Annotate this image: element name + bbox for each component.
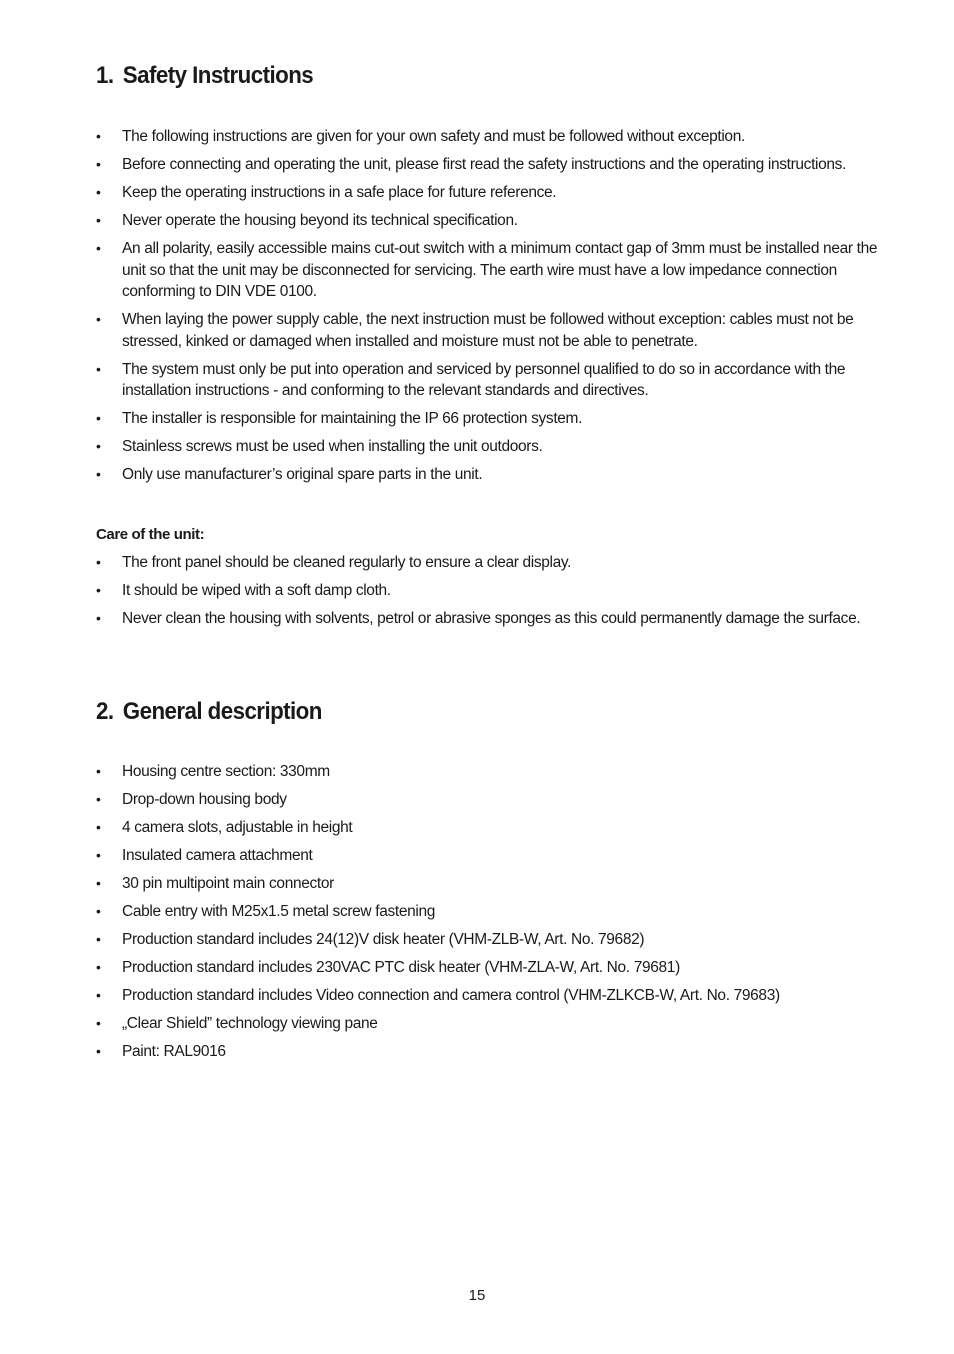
bullet-icon: • bbox=[96, 311, 101, 327]
list-item: • Stainless screws must be used when installing the unit outdoors. bbox=[96, 436, 896, 458]
bullet-icon: • bbox=[96, 931, 101, 947]
list-item: • Production standard includes 230VAC PTC disk heater (VHM-ZLA-W, Art. No. 79681) bbox=[96, 957, 896, 979]
list-item: • Insulated camera attachment bbox=[96, 845, 896, 867]
safety-instructions-list bbox=[96, 126, 896, 492]
list-item: • The installer is responsible for maintaining the IP 66 protection system. bbox=[96, 408, 896, 430]
bullet-icon: • bbox=[96, 410, 101, 426]
list-item: • Paint: RAL9016 bbox=[96, 1041, 896, 1063]
bullet-icon: • bbox=[96, 791, 101, 807]
bullet-icon: • bbox=[96, 438, 101, 454]
bullet-icon: • bbox=[96, 903, 101, 919]
section-2-title: General description bbox=[122, 698, 322, 725]
bullet-icon: • bbox=[96, 959, 101, 975]
list-item: • When laying the power supply cable, the next instruction must be followed without exception: cables must not be stressed, kinked or damaged when installed and moisture must not be able to penetrate. bbox=[96, 311, 854, 350]
section-2-heading bbox=[96, 698, 322, 726]
section-1-title: Safety Instructions bbox=[122, 62, 314, 89]
list-item: • Only use manufacturer’s original spare parts in the unit. bbox=[96, 464, 896, 486]
list-item: • „Clear Shield” technology viewing pane bbox=[96, 1013, 896, 1035]
section-1-heading bbox=[96, 62, 313, 90]
bullet-icon: • bbox=[96, 184, 101, 200]
bullet-icon: • bbox=[96, 128, 101, 144]
list-item: • 4 camera slots, adjustable in height bbox=[96, 817, 896, 839]
bullet-icon: • bbox=[96, 610, 101, 626]
care-of-unit-heading: Care of the unit: bbox=[96, 526, 205, 543]
list-item: • It should be wiped with a soft damp cloth. bbox=[96, 580, 896, 602]
list-item: • The front panel should be cleaned regularly to ensure a clear display. bbox=[96, 552, 896, 574]
bullet-icon: • bbox=[96, 763, 101, 779]
list-item: • Drop-down housing body bbox=[96, 789, 896, 811]
bullet-icon: • bbox=[96, 360, 101, 377]
bullet-icon: • bbox=[96, 847, 101, 863]
list-item: • The following instructions are given for your own safety and must be followed without exception. bbox=[96, 126, 896, 148]
bullet-icon: • bbox=[96, 582, 101, 598]
bullet-icon: • bbox=[96, 240, 101, 256]
list-item: • Keep the operating instructions in a safe place for future reference. bbox=[96, 182, 896, 204]
list-item: • Production standard includes 24(12)V disk heater (VHM-ZLB-W, Art. No. 79682) bbox=[96, 929, 896, 951]
bullet-icon: • bbox=[96, 212, 101, 228]
list-item: • Before connecting and operating the unit, please first read the safety instructions and the operating instructions. bbox=[96, 154, 896, 176]
bullet-icon: • bbox=[96, 1015, 101, 1031]
bullet-icon: • bbox=[96, 554, 101, 570]
list-item: • Cable entry with M25x1.5 metal screw fastening bbox=[96, 901, 896, 923]
page-number: 15 bbox=[468, 1287, 486, 1304]
general-description-list bbox=[96, 761, 896, 1069]
bullet-icon: • bbox=[96, 156, 101, 172]
bullet-icon: • bbox=[96, 1043, 101, 1059]
list-item: • The system must only be put into operation and serviced by personnel qualified to do so in accordance with the installation instructions - and conforming to the relevant standards and directives. bbox=[96, 360, 846, 399]
bullet-icon: • bbox=[96, 875, 101, 891]
bullet-icon: • bbox=[96, 819, 101, 835]
section-2-number: 2. bbox=[96, 698, 114, 725]
list-item: • 30 pin multipoint main connector bbox=[96, 873, 896, 895]
list-item: • Never operate the housing beyond its technical specification. bbox=[96, 210, 896, 232]
list-item: • An all polarity, easily accessible mains cut-out switch with a minimum contact gap of 3mm must be installed near the unit so that the unit may be disconnected for servicing. The earth wire must have a low impedance connection conforming to DIN VDE 0100. bbox=[96, 240, 878, 300]
list-item: • Never clean the housing with solvents, petrol or abrasive sponges as this could permanently damage the surface. bbox=[96, 608, 896, 630]
bullet-icon: • bbox=[96, 987, 101, 1003]
section-1-number: 1. bbox=[96, 62, 114, 89]
care-list bbox=[96, 552, 896, 636]
list-item: • Housing centre section: 330mm bbox=[96, 761, 896, 783]
list-item: • Production standard includes Video connection and camera control (VHM-ZLKCB-W, Art. No. 79683) bbox=[96, 985, 896, 1007]
bullet-icon: • bbox=[96, 466, 101, 482]
